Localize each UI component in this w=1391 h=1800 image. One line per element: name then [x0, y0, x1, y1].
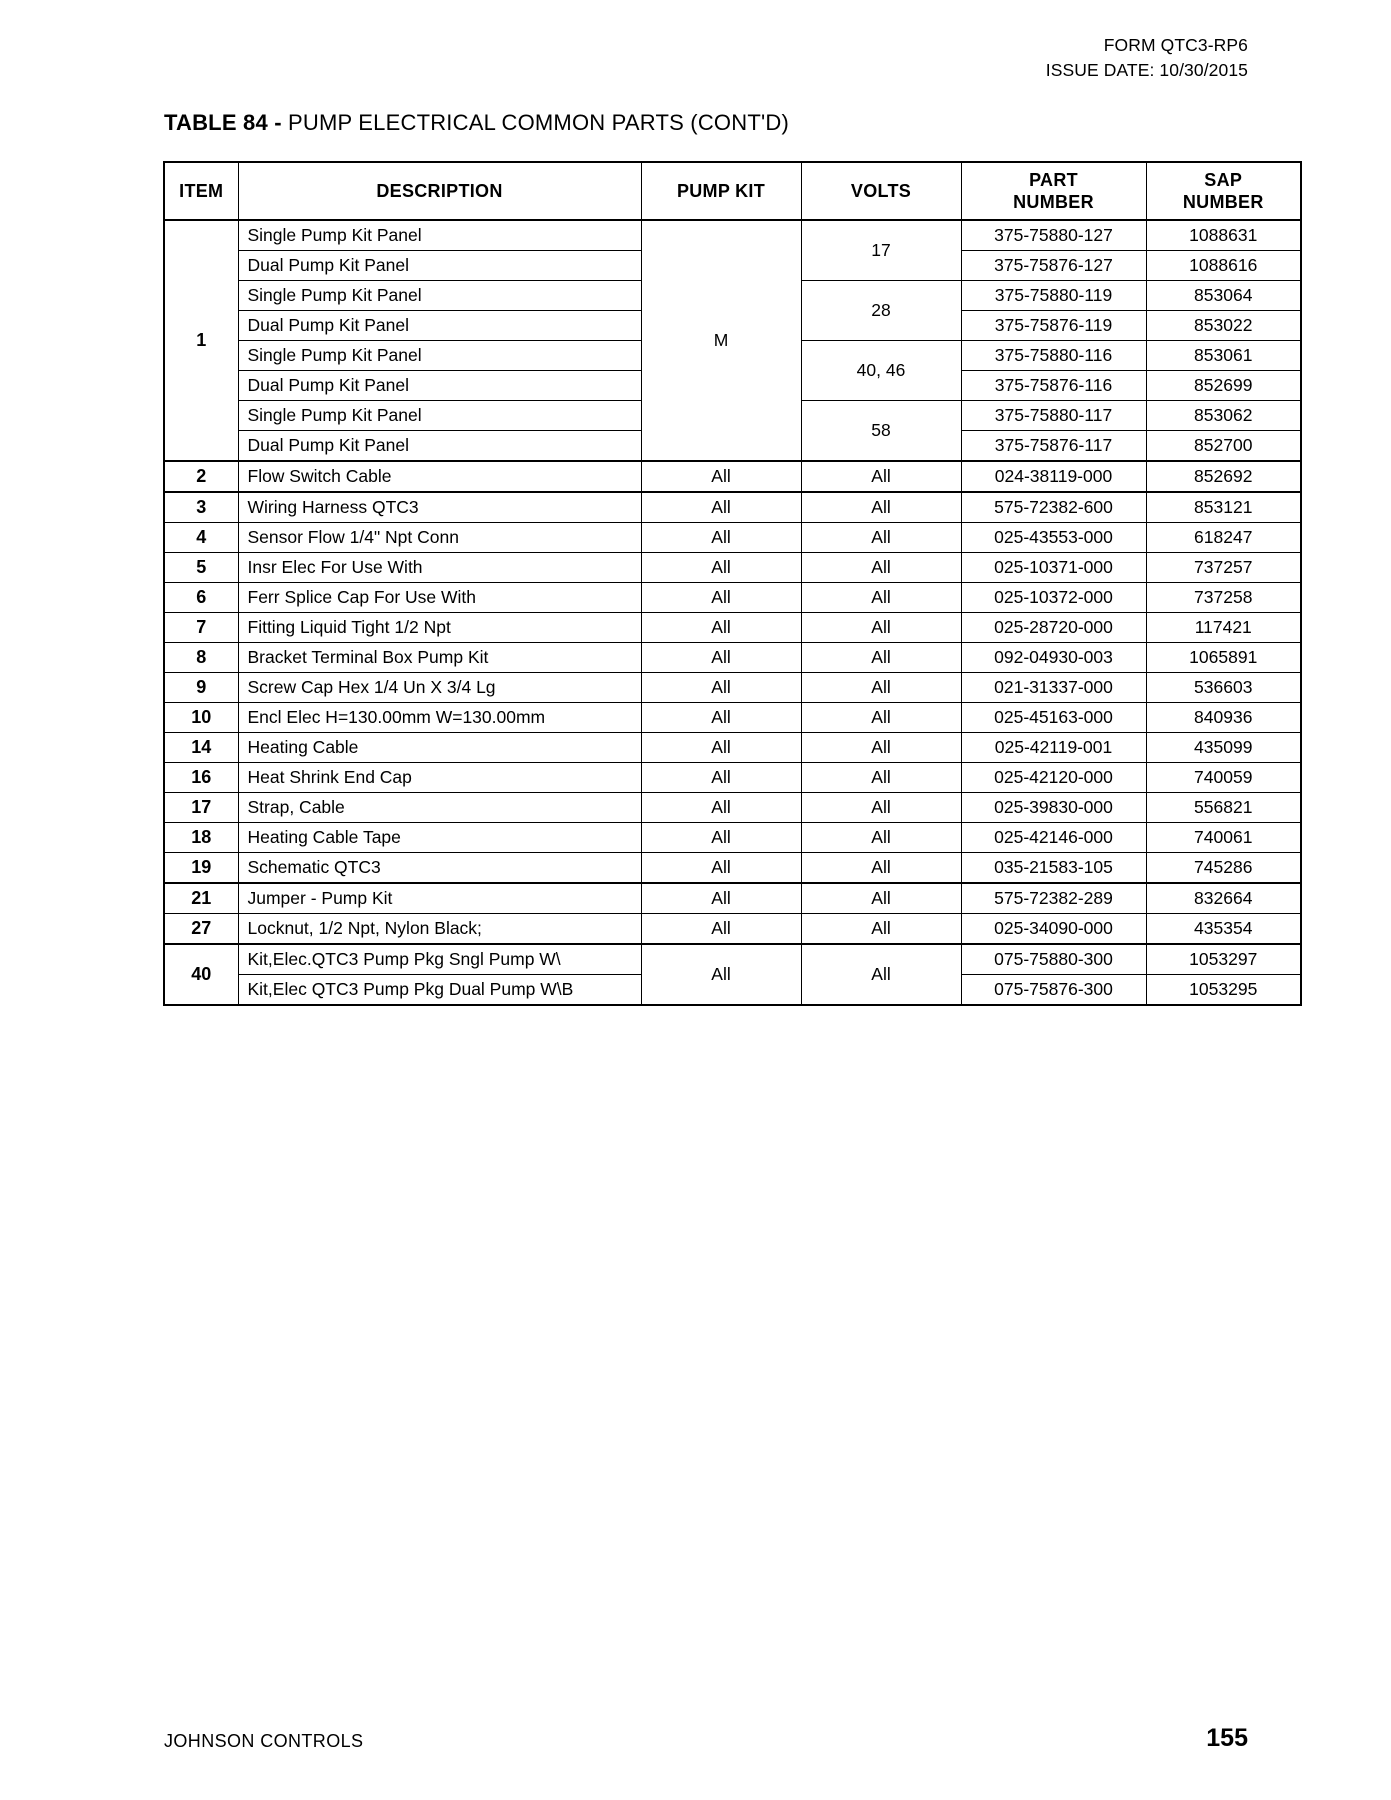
- cell-description: Screw Cap Hex 1/4 Un X 3/4 Lg: [238, 673, 641, 703]
- cell-pump-kit: All: [641, 492, 801, 523]
- cell-description: Single Pump Kit Panel: [238, 220, 641, 251]
- cell-part-number: 375-75880-119: [961, 281, 1146, 311]
- table-row: [164, 883, 1301, 914]
- cell-pump-kit: All: [641, 823, 801, 853]
- footer-company: JOHNSON CONTROLS: [164, 1731, 364, 1751]
- cell-pump-kit: All: [641, 733, 801, 763]
- cell-description: Dual Pump Kit Panel: [238, 251, 641, 281]
- cell-sap-number: 852699: [1146, 371, 1301, 401]
- cell-item: 8: [164, 643, 238, 673]
- cell-item: 5: [164, 553, 238, 583]
- cell-volts: All: [801, 583, 961, 613]
- form-number: FORM QTC3-RP6: [1103, 35, 1248, 55]
- table-header-row: [164, 162, 1301, 220]
- table-caption-text: PUMP ELECTRICAL COMMON PARTS (CONT'D): [281, 110, 789, 135]
- table-row: [164, 583, 1301, 613]
- cell-volts: 40, 46: [801, 341, 961, 401]
- cell-sap-number: 740061: [1146, 823, 1301, 853]
- table-row: [164, 703, 1301, 733]
- cell-pump-kit: All: [641, 673, 801, 703]
- cell-item: 7: [164, 613, 238, 643]
- cell-pump-kit: All: [641, 883, 801, 914]
- cell-pump-kit: All: [641, 583, 801, 613]
- cell-sap-number: 853064: [1146, 281, 1301, 311]
- cell-item: 3: [164, 492, 238, 523]
- cell-volts: All: [801, 673, 961, 703]
- cell-part-number: 025-45163-000: [961, 703, 1146, 733]
- cell-item: 21: [164, 883, 238, 914]
- cell-item: 9: [164, 673, 238, 703]
- cell-item: 40: [164, 944, 238, 1005]
- cell-part-number: 025-28720-000: [961, 613, 1146, 643]
- cell-part-number: 025-43553-000: [961, 523, 1146, 553]
- cell-description: Single Pump Kit Panel: [238, 401, 641, 431]
- cell-item: 17: [164, 793, 238, 823]
- table-row: [164, 461, 1301, 492]
- cell-item: 10: [164, 703, 238, 733]
- cell-description: Ferr Splice Cap For Use With: [238, 583, 641, 613]
- cell-part-number: 575-72382-289: [961, 883, 1146, 914]
- part-number-line2: NUMBER: [1013, 192, 1094, 212]
- cell-description: Sensor Flow 1/4" Npt Conn: [238, 523, 641, 553]
- table-row: [164, 523, 1301, 553]
- footer-page-number: 155: [1206, 1724, 1248, 1752]
- issue-date: ISSUE DATE: 10/30/2015: [1045, 59, 1248, 80]
- cell-part-number: 025-34090-000: [961, 914, 1146, 945]
- cell-sap-number: 852692: [1146, 461, 1301, 492]
- cell-description: Strap, Cable: [238, 793, 641, 823]
- table-head: [164, 162, 1301, 220]
- cell-pump-kit: All: [641, 703, 801, 733]
- cell-sap-number: 556821: [1146, 793, 1301, 823]
- cell-part-number: 025-42119-001: [961, 733, 1146, 763]
- cell-pump-kit: M: [641, 220, 801, 461]
- cell-item: 14: [164, 733, 238, 763]
- part-number-line1: PART: [1029, 169, 1078, 190]
- table-caption-label: TABLE 84 -: [164, 110, 282, 135]
- cell-sap-number: 737258: [1146, 583, 1301, 613]
- cell-pump-kit: All: [641, 613, 801, 643]
- cell-sap-number: 1065891: [1146, 643, 1301, 673]
- cell-part-number: 375-75876-116: [961, 371, 1146, 401]
- cell-sap-number: 840936: [1146, 703, 1301, 733]
- column-header-item: ITEM: [164, 162, 238, 220]
- cell-sap-number: 1088631: [1146, 220, 1301, 251]
- cell-description: Wiring Harness QTC3: [238, 492, 641, 523]
- cell-part-number: 075-75880-300: [961, 944, 1146, 975]
- cell-description: Fitting Liquid Tight 1/2 Npt: [238, 613, 641, 643]
- cell-description: Flow Switch Cable: [238, 461, 641, 492]
- cell-pump-kit: All: [641, 853, 801, 884]
- cell-part-number: 375-75876-117: [961, 431, 1146, 462]
- table-row: [164, 673, 1301, 703]
- cell-volts: All: [801, 492, 961, 523]
- table-row: [164, 823, 1301, 853]
- cell-item: 6: [164, 583, 238, 613]
- sap-number-line2: NUMBER: [1182, 192, 1264, 212]
- cell-pump-kit: All: [641, 763, 801, 793]
- cell-part-number: 075-75876-300: [961, 975, 1146, 1006]
- table-body: [164, 220, 1301, 1005]
- cell-pump-kit: All: [641, 944, 801, 1005]
- cell-description: Encl Elec H=130.00mm W=130.00mm: [238, 703, 641, 733]
- cell-sap-number: 852700: [1146, 431, 1301, 462]
- cell-volts: 28: [801, 281, 961, 341]
- cell-part-number: 375-75876-127: [961, 251, 1146, 281]
- table-row: [164, 613, 1301, 643]
- cell-item: 18: [164, 823, 238, 853]
- cell-description: Heat Shrink End Cap: [238, 763, 641, 793]
- column-header-sap-number: [1146, 162, 1301, 220]
- cell-pump-kit: All: [641, 914, 801, 945]
- cell-description: Jumper - Pump Kit: [238, 883, 641, 914]
- cell-sap-number: 740059: [1146, 763, 1301, 793]
- cell-sap-number: 853061: [1146, 341, 1301, 371]
- cell-part-number: 021-31337-000: [961, 673, 1146, 703]
- cell-part-number: 025-42120-000: [961, 763, 1146, 793]
- cell-sap-number: 745286: [1146, 853, 1301, 884]
- cell-part-number: 025-39830-000: [961, 793, 1146, 823]
- cell-sap-number: 117421: [1146, 613, 1301, 643]
- cell-description: Insr Elec For Use With: [238, 553, 641, 583]
- column-header-part-number: [961, 162, 1146, 220]
- parts-table: [163, 161, 1302, 1006]
- cell-pump-kit: All: [641, 643, 801, 673]
- cell-description: Kit,Elec QTC3 Pump Pkg Dual Pump W\B: [238, 975, 641, 1006]
- cell-sap-number: 618247: [1146, 523, 1301, 553]
- cell-description: Heating Cable Tape: [238, 823, 641, 853]
- table-row: [164, 914, 1301, 945]
- cell-sap-number: 853022: [1146, 311, 1301, 341]
- column-header-description: DESCRIPTION: [238, 162, 641, 220]
- cell-sap-number: 737257: [1146, 553, 1301, 583]
- column-header-pump-kit: PUMP KIT: [641, 162, 801, 220]
- cell-volts: 58: [801, 401, 961, 462]
- cell-part-number: 375-75880-116: [961, 341, 1146, 371]
- cell-sap-number: 1053295: [1146, 975, 1301, 1006]
- table-row: [164, 793, 1301, 823]
- cell-pump-kit: All: [641, 461, 801, 492]
- cell-item: 4: [164, 523, 238, 553]
- cell-pump-kit: All: [641, 553, 801, 583]
- cell-item: 1: [164, 220, 238, 461]
- table-caption: [164, 110, 789, 136]
- cell-description: Kit,Elec.QTC3 Pump Pkg Sngl Pump W\: [238, 944, 641, 975]
- document-header: [1046, 33, 1248, 83]
- sap-number-line1: SAP: [1204, 169, 1243, 190]
- cell-volts: All: [801, 914, 961, 945]
- cell-pump-kit: All: [641, 793, 801, 823]
- cell-volts: All: [801, 823, 961, 853]
- cell-item: 2: [164, 461, 238, 492]
- cell-description: Single Pump Kit Panel: [238, 281, 641, 311]
- cell-pump-kit: All: [641, 523, 801, 553]
- cell-part-number: 375-75876-119: [961, 311, 1146, 341]
- cell-part-number: 092-04930-003: [961, 643, 1146, 673]
- cell-part-number: 024-38119-000: [961, 461, 1146, 492]
- cell-volts: All: [801, 763, 961, 793]
- cell-volts: All: [801, 853, 961, 884]
- cell-volts: All: [801, 703, 961, 733]
- table-row: [164, 553, 1301, 583]
- cell-description: Schematic QTC3: [238, 853, 641, 884]
- cell-part-number: 035-21583-105: [961, 853, 1146, 884]
- cell-description: Bracket Terminal Box Pump Kit: [238, 643, 641, 673]
- cell-volts: All: [801, 523, 961, 553]
- table-row: [164, 763, 1301, 793]
- cell-volts: All: [801, 643, 961, 673]
- cell-description: Dual Pump Kit Panel: [238, 431, 641, 462]
- cell-volts: All: [801, 461, 961, 492]
- table-row: [164, 643, 1301, 673]
- column-header-volts: VOLTS: [801, 162, 961, 220]
- cell-item: 27: [164, 914, 238, 945]
- cell-sap-number: 832664: [1146, 883, 1301, 914]
- cell-volts: 17: [801, 220, 961, 281]
- cell-sap-number: 853121: [1146, 492, 1301, 523]
- cell-volts: All: [801, 793, 961, 823]
- cell-sap-number: 435099: [1146, 733, 1301, 763]
- table-row: [164, 944, 1301, 975]
- cell-description: Single Pump Kit Panel: [238, 341, 641, 371]
- cell-volts: All: [801, 613, 961, 643]
- cell-volts: All: [801, 733, 961, 763]
- cell-volts: All: [801, 553, 961, 583]
- cell-item: 16: [164, 763, 238, 793]
- cell-description: Heating Cable: [238, 733, 641, 763]
- cell-part-number: 375-75880-117: [961, 401, 1146, 431]
- table-row: [164, 220, 1301, 251]
- cell-part-number: 375-75880-127: [961, 220, 1146, 251]
- cell-description: Dual Pump Kit Panel: [238, 311, 641, 341]
- cell-description: Locknut, 1/2 Npt, Nylon Black;: [238, 914, 641, 945]
- cell-part-number: 025-10372-000: [961, 583, 1146, 613]
- cell-description: Dual Pump Kit Panel: [238, 371, 641, 401]
- cell-part-number: 025-10371-000: [961, 553, 1146, 583]
- cell-volts: All: [801, 944, 961, 1005]
- table-row: [164, 492, 1301, 523]
- cell-sap-number: 536603: [1146, 673, 1301, 703]
- table-row: [164, 853, 1301, 884]
- cell-sap-number: 1088616: [1146, 251, 1301, 281]
- cell-item: 19: [164, 853, 238, 884]
- cell-sap-number: 1053297: [1146, 944, 1301, 975]
- table-row: [164, 733, 1301, 763]
- cell-volts: All: [801, 883, 961, 914]
- cell-part-number: 575-72382-600: [961, 492, 1146, 523]
- cell-part-number: 025-42146-000: [961, 823, 1146, 853]
- cell-sap-number: 435354: [1146, 914, 1301, 945]
- cell-sap-number: 853062: [1146, 401, 1301, 431]
